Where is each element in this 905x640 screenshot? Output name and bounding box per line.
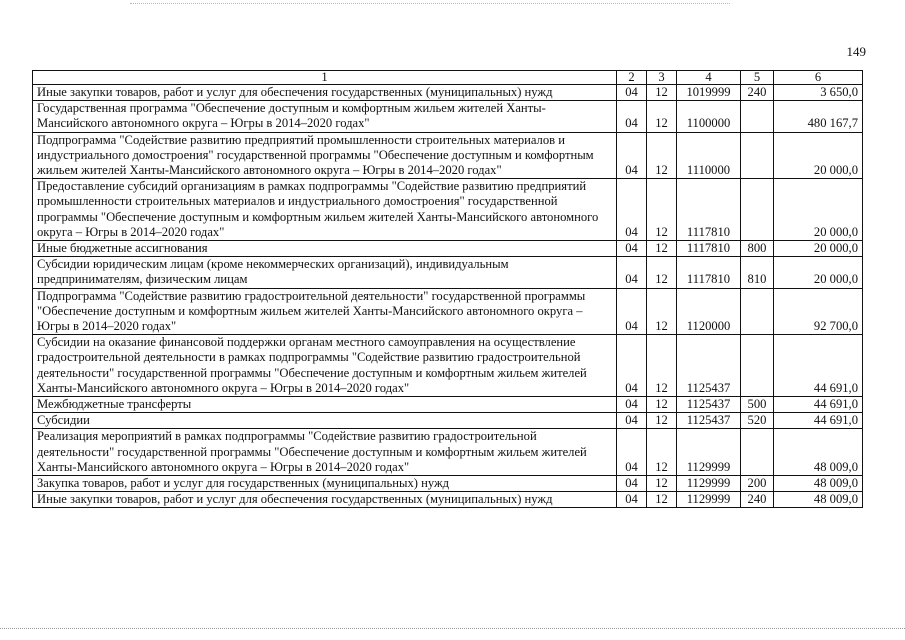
row-section: 04 [617,476,647,492]
row-expense-type: 240 [741,85,774,101]
row-amount: 48 009,0 [774,492,863,508]
row-section: 04 [617,413,647,429]
row-subsection: 12 [647,85,677,101]
row-subsection: 12 [647,179,677,241]
row-target-article: 1120000 [677,288,741,335]
header-col-amount: 6 [774,71,863,85]
scan-artifact-bottom-edge [0,628,905,629]
row-subsection: 12 [647,492,677,508]
row-expense-type: 800 [741,241,774,257]
row-section: 04 [617,179,647,241]
row-name: Иные закупки товаров, работ и услуг для обеспечения государственных (муниципальных) нужд [33,85,617,101]
row-amount: 48 009,0 [774,476,863,492]
row-section: 04 [617,288,647,335]
row-name: Подпрограмма "Содействие развитию градостроительной деятельности" государственной программы "Обеспечение доступным и комфортным жильем жителей Ханты-Мансийского автономного округа – Югры в 2014–2020 годах" [33,288,617,335]
row-name: Подпрограмма "Содействие развитию предприятий промышленности строительных материалов и индустриального домостроения" государственной программы "Обеспечение доступным и комфортным жильем жителей Ханты-Мансийского автономного округа – Югры в 2014–2020 годах" [33,132,617,179]
table-header-row [33,71,863,85]
row-subsection: 12 [647,413,677,429]
table-row [33,429,863,476]
row-amount: 480 167,7 [774,101,863,132]
row-expense-type: 240 [741,492,774,508]
table-row [33,413,863,429]
row-name: Субсидии [33,413,617,429]
row-amount: 48 009,0 [774,429,863,476]
row-amount: 20 000,0 [774,179,863,241]
row-amount: 92 700,0 [774,288,863,335]
row-target-article: 1100000 [677,101,741,132]
row-name: Закупка товаров, работ и услуг для государственных (муниципальных) нужд [33,476,617,492]
row-amount: 44 691,0 [774,335,863,397]
row-amount: 44 691,0 [774,413,863,429]
row-expense-type: 520 [741,413,774,429]
budget-table [32,70,863,508]
header-col-target-article: 4 [677,71,741,85]
row-target-article: 1129999 [677,492,741,508]
row-expense-type [741,429,774,476]
table-row [33,288,863,335]
table-row [33,492,863,508]
row-amount: 20 000,0 [774,132,863,179]
row-section: 04 [617,85,647,101]
row-subsection: 12 [647,476,677,492]
row-target-article: 1019999 [677,85,741,101]
row-name: Межбюджетные трансферты [33,397,617,413]
header-col-subsection: 3 [647,71,677,85]
row-name: Государственная программа "Обеспечение доступным и комфортным жильем жителей Ханты-Мансийского автономного округа – Югры в 2014–2020 годах" [33,101,617,132]
row-section: 04 [617,335,647,397]
row-name: Субсидии юридическим лицам (кроме некоммерческих организаций), индивидуальным предпринимателям, физическим лицам [33,257,617,288]
table-row [33,179,863,241]
row-section: 04 [617,492,647,508]
scan-artifact-top-edge [130,3,730,4]
row-amount: 44 691,0 [774,397,863,413]
row-subsection: 12 [647,241,677,257]
row-amount: 3 650,0 [774,85,863,101]
row-section: 04 [617,132,647,179]
row-target-article: 1117810 [677,241,741,257]
table-row [33,101,863,132]
row-subsection: 12 [647,429,677,476]
row-target-article: 1110000 [677,132,741,179]
row-section: 04 [617,429,647,476]
row-subsection: 12 [647,288,677,335]
row-target-article: 1129999 [677,476,741,492]
row-name: Предоставление субсидий организациям в рамках подпрограммы "Содействие развитию предприятий промышленности строительных материалов и индустриального домостроения" государственной программы "Обеспечение доступным и комфортным жильем жителей Ханты-Мансийского автономного округа – Югры в 2014–2020 годах" [33,179,617,241]
row-target-article: 1125437 [677,413,741,429]
row-section: 04 [617,397,647,413]
row-name: Иные бюджетные ассигнования [33,241,617,257]
row-subsection: 12 [647,335,677,397]
row-expense-type [741,101,774,132]
row-amount: 20 000,0 [774,257,863,288]
table-row [33,132,863,179]
row-subsection: 12 [647,397,677,413]
table-row [33,335,863,397]
row-subsection: 12 [647,101,677,132]
row-expense-type [741,179,774,241]
row-expense-type [741,288,774,335]
row-name: Субсидии на оказание финансовой поддержки органам местного самоуправления на осуществление градостроительной деятельности в рамках подпрограммы "Содействие развитию градостроительной деятельности" государственной программы "Обеспечение доступным и комфортным жильем жителей Ханты-Мансийского автономного округа – Югры в 2014–2020 годах" [33,335,617,397]
row-subsection: 12 [647,257,677,288]
row-target-article: 1117810 [677,179,741,241]
row-name: Реализация мероприятий в рамках подпрограммы "Содействие развитию градостроительной деятельности" государственной программы "Обеспечение доступным и комфортным жильем жителей Ханты-Мансийского автономного округа – Югры в 2014–2020 годах" [33,429,617,476]
row-section: 04 [617,241,647,257]
row-name: Иные закупки товаров, работ и услуг для обеспечения государственных (муниципальных) нужд [33,492,617,508]
row-section: 04 [617,257,647,288]
row-expense-type: 200 [741,476,774,492]
page-number: 149 [846,44,866,59]
table-row [33,397,863,413]
table-row [33,476,863,492]
row-amount: 20 000,0 [774,241,863,257]
table-row [33,241,863,257]
row-section: 04 [617,101,647,132]
header-col-expense-type: 5 [741,71,774,85]
table-row [33,85,863,101]
table-row [33,257,863,288]
row-subsection: 12 [647,132,677,179]
header-col-name: 1 [33,71,617,85]
row-expense-type [741,335,774,397]
row-expense-type [741,132,774,179]
row-target-article: 1129999 [677,429,741,476]
row-target-article: 1117810 [677,257,741,288]
row-expense-type: 500 [741,397,774,413]
header-col-section: 2 [617,71,647,85]
row-target-article: 1125437 [677,397,741,413]
row-target-article: 1125437 [677,335,741,397]
row-expense-type: 810 [741,257,774,288]
